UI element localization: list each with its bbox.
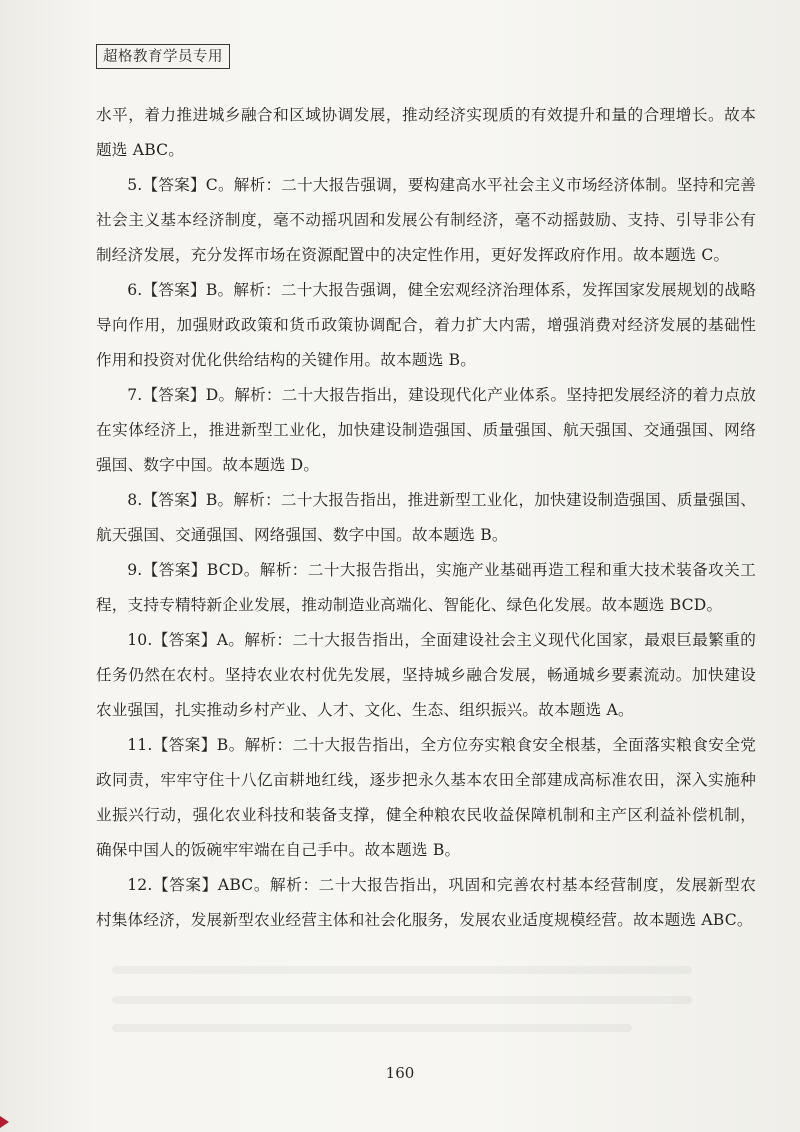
answer-8: 8.【答案】B。解析：二十大报告指出，推进新型工业化，加快建设制造强国、质量强国、航天强国、交通强国、网络强国、数字中国。故本题选 B。 bbox=[96, 491, 756, 544]
answer-11: 11.【答案】B。解析：二十大报告指出，全方位夯实粮食安全根基，全面落实粮食安全党政同责，牢牢守住十八亿亩耕地红线，逐步把永久基本农田全部建成高标准农田，深入实施种业振兴行动，强化农业科技和装备支撑，健全种粮农民收益保障机制和主产区利益补偿机制，确保中国人的饭碗牢牢端在自己手中。故本题选 B。 bbox=[96, 736, 756, 859]
corner-mark bbox=[0, 1116, 9, 1128]
answer-7: 7.【答案】D。解析：二十大报告指出，建设现代化产业体系。坚持把发展经济的着力点放在实体经济上，推进新型工业化，加快建设制造强国、质量强国、航天强国、交通强国、网络强国、数字中国。故本题选 D。 bbox=[96, 386, 756, 474]
header-tag: 超格教育学员专用 bbox=[96, 44, 230, 69]
answer-9: 9.【答案】BCD。解析：二十大报告指出，实施产业基础再造工程和重大技术装备攻关工程，支持专精特新企业发展，推动制造业高端化、智能化、绿色化发展。故本题选 BCD。 bbox=[96, 561, 756, 614]
answer-content bbox=[96, 98, 756, 938]
show-through-line bbox=[112, 1024, 632, 1032]
show-through-line bbox=[112, 966, 692, 974]
show-through-line bbox=[112, 996, 692, 1004]
answer-5: 5.【答案】C。解析：二十大报告强调，要构建高水平社会主义市场经济体制。坚持和完善社会主义基本经济制度，毫不动摇巩固和发展公有制经济，毫不动摇鼓励、支持、引导非公有制经济发展，充分发挥市场在资源配置中的决定性作用，更好发挥政府作用。故本题选 C。 bbox=[96, 176, 756, 264]
page-number: 160 bbox=[385, 1064, 415, 1082]
answer-6: 6.【答案】B。解析：二十大报告强调，健全宏观经济治理体系，发挥国家发展规划的战略导向作用，加强财政政策和货币政策协调配合，着力扩大内需，增强消费对经济发展的基础性作用和投资对优化供给结构的关键作用。故本题选 B。 bbox=[96, 281, 756, 369]
paragraph-continuation: 水平，着力推进城乡融合和区域协调发展，推动经济实现质的有效提升和量的合理增长。故本题选 ABC。 bbox=[96, 106, 756, 159]
answer-12: 12.【答案】ABC。解析：二十大报告指出，巩固和完善农村基本经营制度，发展新型农村集体经济，发展新型农业经营主体和社会化服务，发展农业适度规模经营。故本题选 ABC。 bbox=[96, 876, 756, 929]
answer-10: 10.【答案】A。解析：二十大报告指出，全面建设社会主义现代化国家，最艰巨最繁重的任务仍然在农村。坚持农业农村优先发展，坚持城乡融合发展，畅通城乡要素流动。加快建设农业强国，扎实推动乡村产业、人才、文化、生态、组织振兴。故本题选 A。 bbox=[96, 631, 756, 719]
